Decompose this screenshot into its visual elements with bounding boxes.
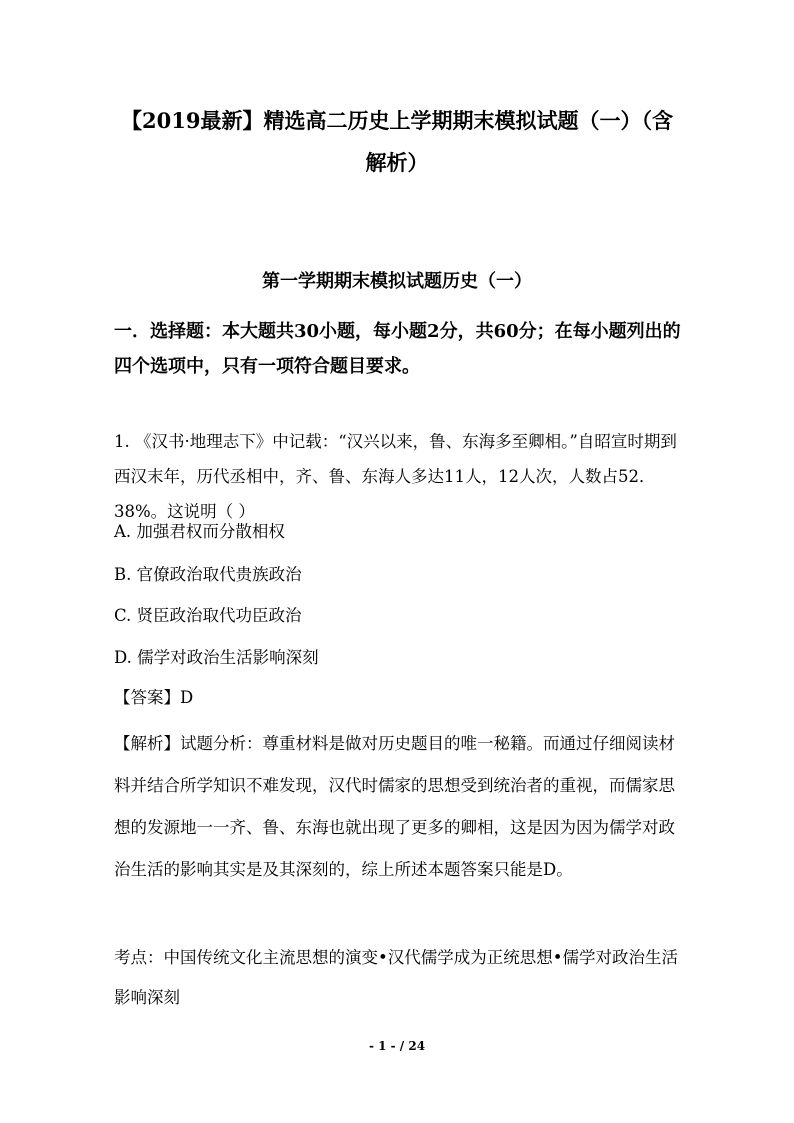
option-d: D. 儒学对政治生活影响深刻: [114, 648, 319, 667]
exam-subtitle: 第一学期期末模拟试题历史（一）: [262, 271, 532, 292]
option-a: A. 加强君权而分散相权: [114, 522, 285, 541]
page-number: - 1 - / 24: [368, 1039, 426, 1053]
option-c: C. 贤臣政治取代功臣政治: [114, 606, 302, 625]
answer: 【答案】D: [114, 688, 194, 707]
analysis: 【解析】试题分析：尊重材料是做对历史题目的唯一秘籍。而通过仔细阅读材料并结合所学知识不难发现，汉代时儒家的思想受到统治者的重视，而儒家思想的发源地一一齐、鲁、东海也就出现了更多的卿相，这是因为因为儒学对政治生活的影响其实是及其深刻的，综上所述本题答案只能是D。: [114, 734, 675, 879]
question-text: 1. 《汉书·地理志下》中记载：“汉兴以来，鲁、东海多至卿相。”自昭宣时期到西汉末年，历代丞相中，齐、鲁、东海人多达11人，12人次，人数占52．38%。这说明（ ）: [114, 432, 677, 521]
section-heading: 一．选择题：本大题共30小题，每小题2分，共60分；在每小题列出的四个选项中，只有一项符合题目要求。: [114, 321, 681, 377]
keypoints: 考点：中国传统文化主流思想的演变•汉代儒学成为正统思想•儒学对政治生活影响深刻: [114, 948, 678, 1007]
option-b: B. 官僚政治取代贵族政治: [114, 565, 302, 584]
document-title: 【2019最新】精选高二历史上学期期末模拟试题（一）（含解析）: [121, 108, 673, 175]
